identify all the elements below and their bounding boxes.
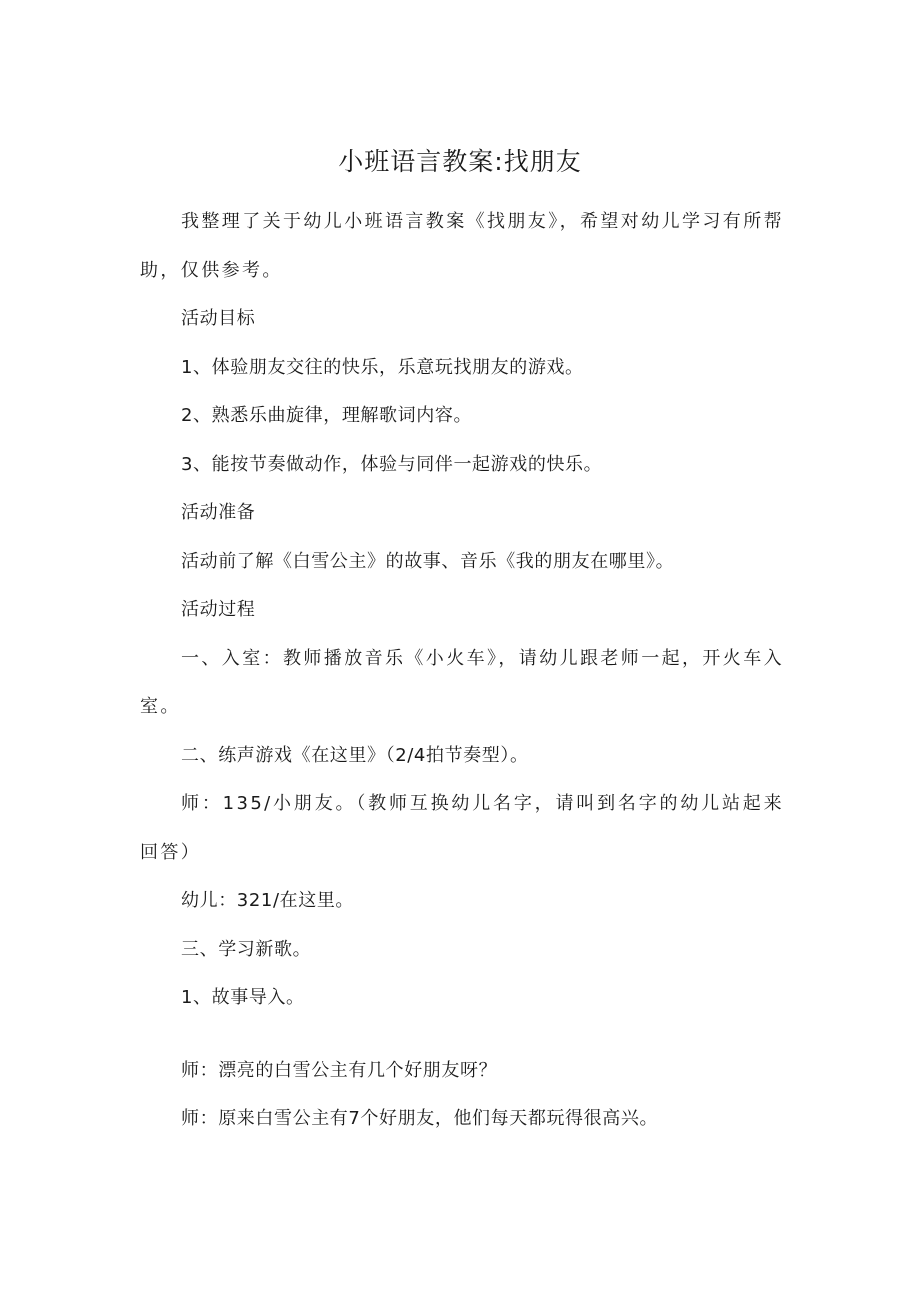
heading-activity-process: 活动过程 (181, 599, 256, 620)
teacher-line-2: 师：漂亮的白雪公主有几个好朋友呀？ (181, 1059, 498, 1081)
child-line-1: 幼儿：321/在这里。 (181, 890, 355, 911)
document-body (140, 198, 784, 1144)
teacher-line-3: 师：原来白雪公主有7个好朋友，他们每天都玩得很高兴。 (181, 1108, 659, 1129)
process-step-3: 三、学习新歌。 (181, 938, 312, 960)
intro-paragraph: 我整理了关于幼儿小班语言教案《找朋友》，希望对幼儿学习有所帮助，仅供参考。 (140, 211, 784, 281)
teacher-line-1: 师：135/小朋友。（教师互换幼儿名字，请叫到名字的幼儿站起来回答） (140, 793, 784, 863)
heading-activity-preparation: 活动准备 (181, 502, 256, 523)
document-title: 小班语言教案:找朋友 (338, 147, 582, 176)
preparation-paragraph: 活动前了解《白雪公主》的故事、音乐《我的朋友在哪里》。 (181, 550, 675, 572)
process-step-2: 二、练声游戏《在这里》（2/4拍节奏型）。 (181, 744, 529, 766)
sub-step-1: 1、故事导入。 (181, 987, 305, 1008)
heading-activity-goals: 活动目标 (181, 308, 256, 329)
goal-item-2: 2、熟悉乐曲旋律，理解歌词内容。 (181, 405, 473, 426)
goal-item-3: 3、能按节奏做动作，体验与同伴一起游戏的快乐。 (181, 453, 603, 475)
goal-item-1: 1、体验朋友交往的快乐，乐意玩找朋友的游戏。 (181, 356, 584, 378)
paragraph-gap (140, 1023, 784, 1047)
process-step-1: 一、入室：教师播放音乐《小火车》，请幼儿跟老师一起，开火车入室。 (140, 647, 784, 717)
